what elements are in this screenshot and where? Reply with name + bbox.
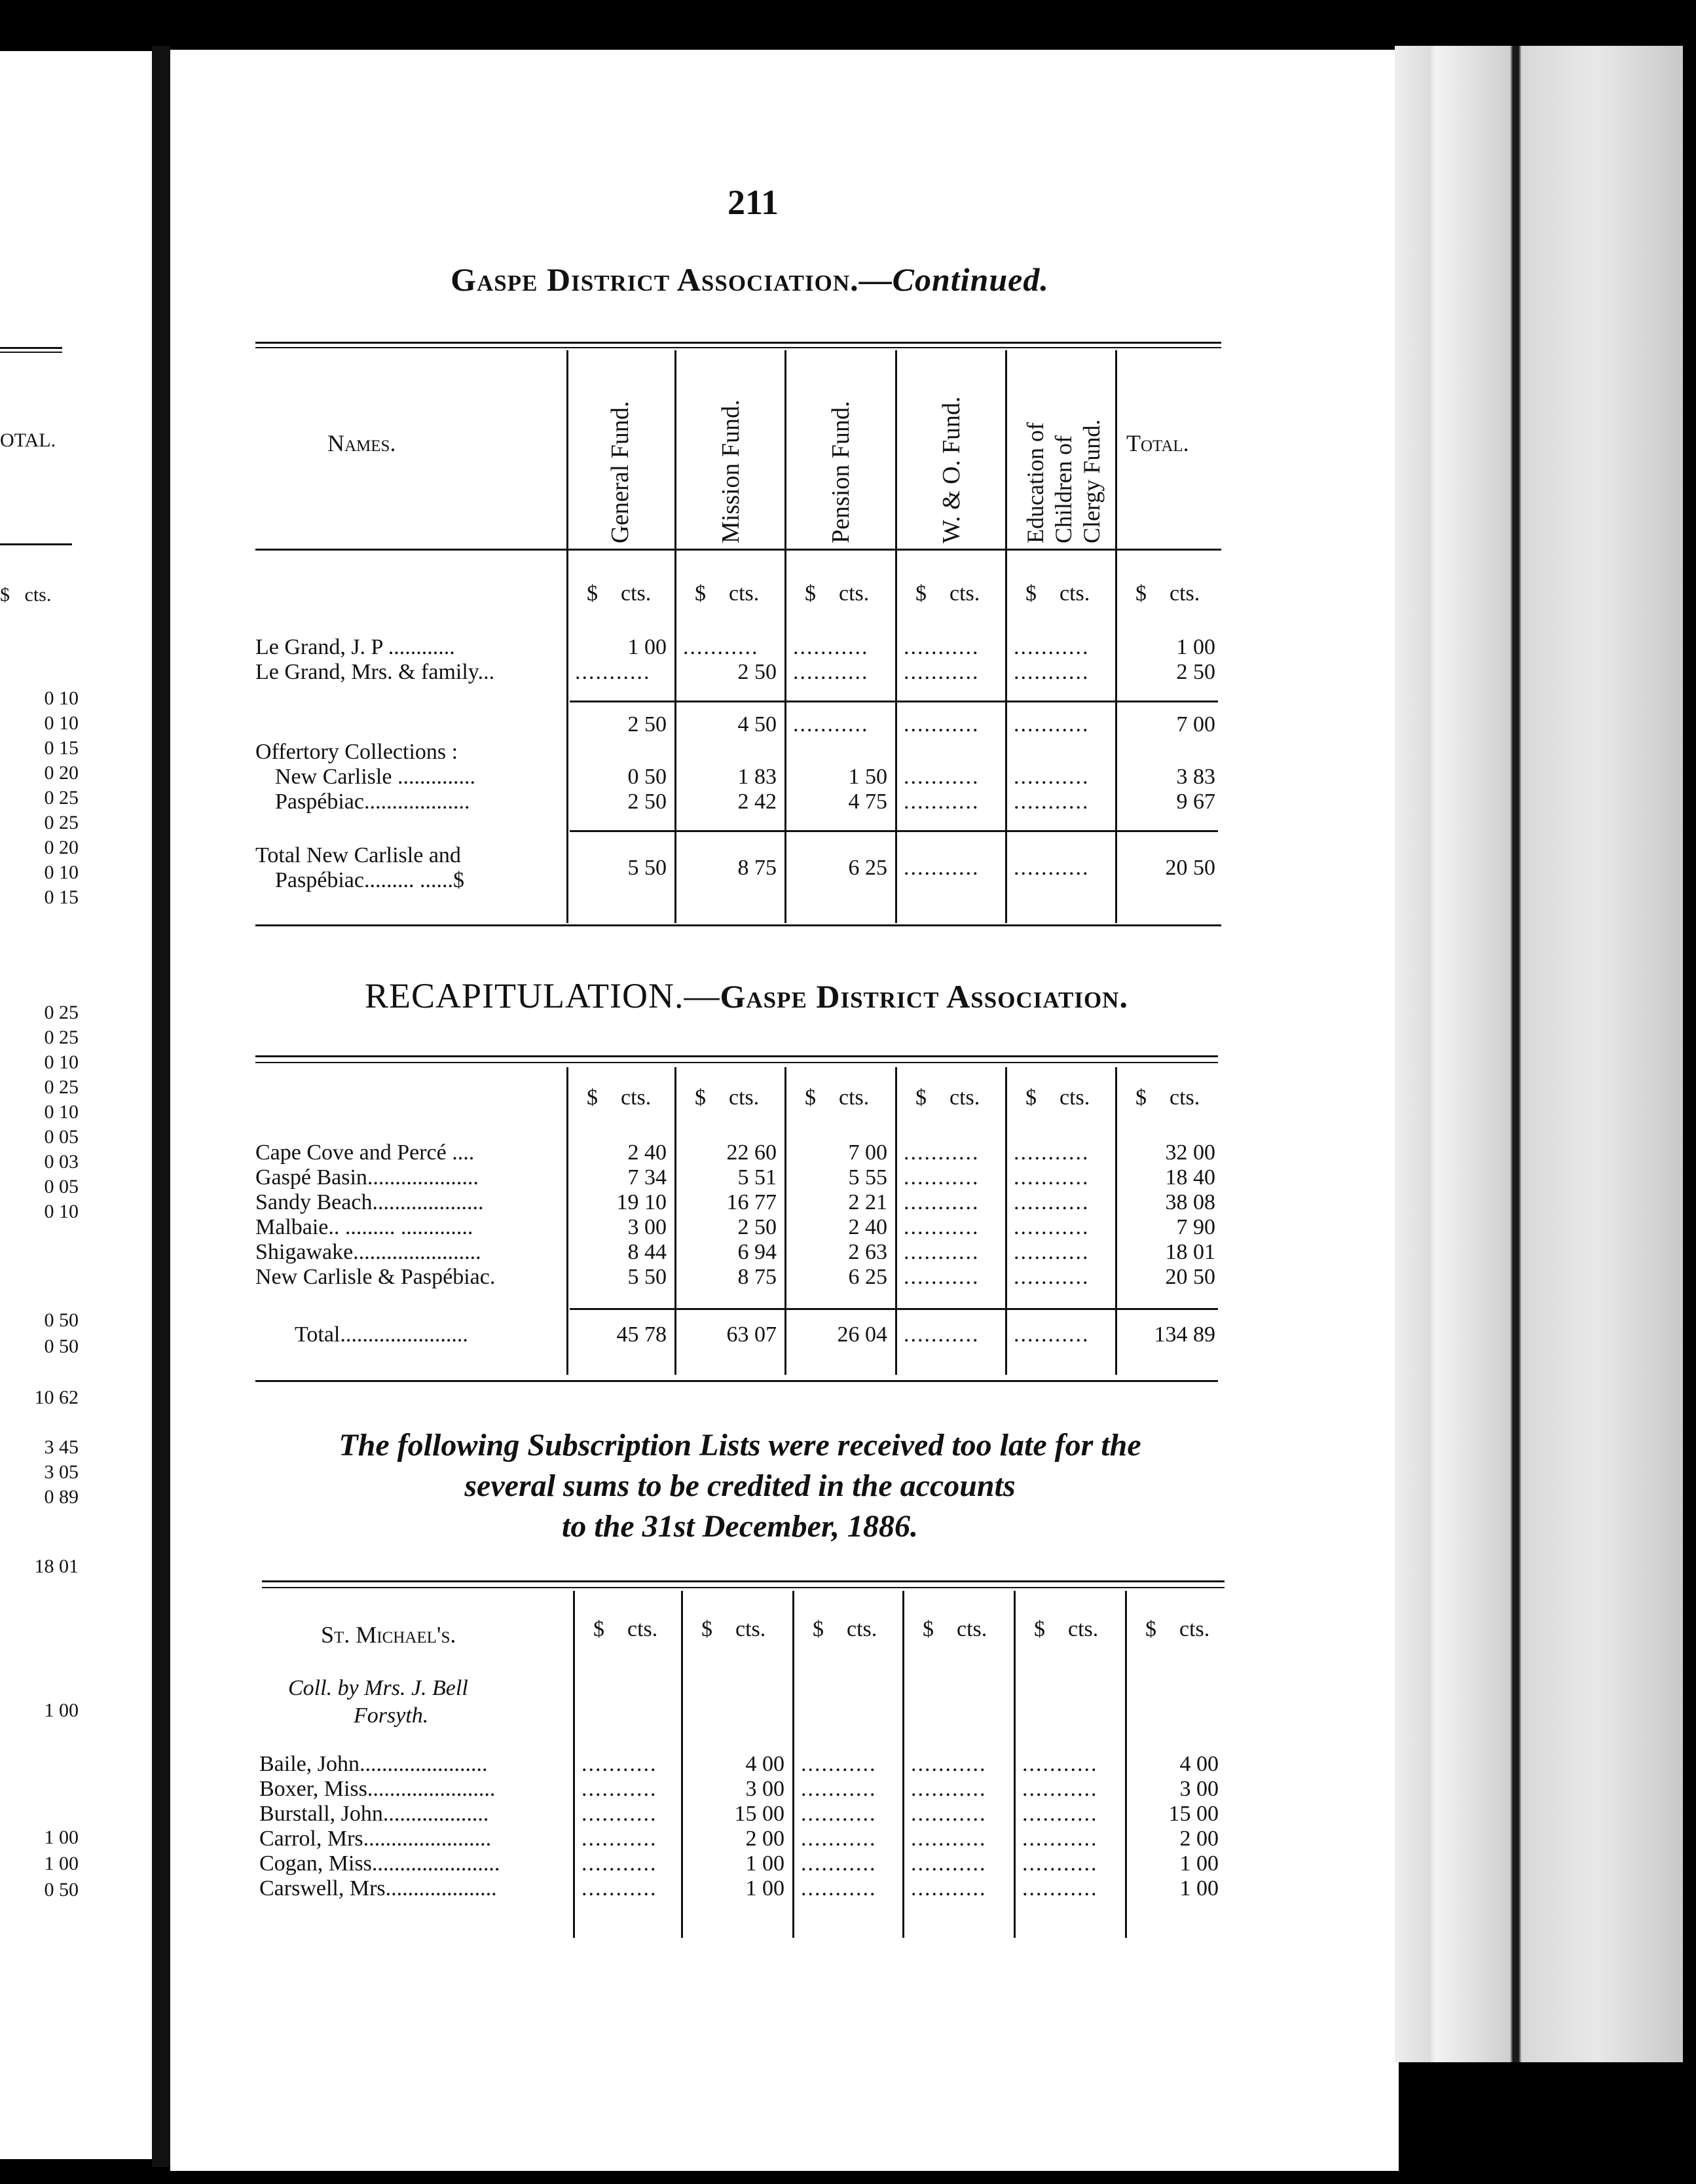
col-line — [895, 1067, 897, 1375]
left-value: 0 10 — [44, 1201, 79, 1222]
recap-total-rule — [570, 1308, 1218, 1310]
header-education-1: Education of — [1022, 422, 1048, 543]
left-value: 0 03 — [44, 1151, 79, 1173]
dot-leader: ........... — [904, 856, 980, 880]
table1-cell-tot: 9 67 — [1176, 790, 1215, 814]
recap-cell-tot: 7 90 — [1176, 1215, 1215, 1239]
recap-total-mis: 63 07 — [726, 1322, 777, 1347]
subs-row-name: Cogan, Miss....................... — [259, 1851, 500, 1876]
col-line — [573, 1591, 575, 1938]
left-rule-3 — [0, 543, 72, 545]
book-page-edges — [1395, 46, 1683, 2062]
recap-cell-pen: 2 40 — [848, 1215, 887, 1239]
recap-cell-mis: 6 94 — [737, 1240, 777, 1264]
dot-leader: ........... — [793, 635, 869, 659]
table1-row-name: Paspébiac................... — [275, 790, 470, 814]
recap-row-name: Gaspé Basin.................... — [255, 1165, 479, 1190]
table1-row-name: Offertory Collections : — [255, 740, 458, 764]
dot-leader: ........... — [1022, 1851, 1098, 1876]
left-rule-2 — [0, 352, 62, 353]
dot-leader: ........... — [581, 1802, 657, 1826]
section-title-main: Gaspe District Association.— — [451, 261, 893, 298]
recap-dollar-sign: $ — [915, 1085, 927, 1110]
dot-leader: ........... — [581, 1752, 657, 1776]
table1-cell-pen: 6 25 — [848, 856, 887, 880]
dot-leader: ........... — [1014, 660, 1090, 684]
book-gutter — [152, 46, 170, 2167]
recap-total-name: Total....................... — [295, 1322, 468, 1347]
subs-cents-label: cts. — [627, 1617, 658, 1641]
recap-total-gen: 45 78 — [616, 1322, 667, 1347]
table1-row-name: Le Grand, J. P ............ — [255, 635, 455, 659]
dot-leader: ........... — [911, 1752, 987, 1776]
table1-cell-mis: 1 83 — [737, 765, 777, 789]
table1-cell-gen: 0 50 — [627, 765, 667, 789]
dot-leader: ........... — [793, 660, 869, 684]
recap-cents-label: cts. — [1170, 1085, 1200, 1110]
dot-leader: ........... — [1014, 1265, 1090, 1289]
table1-row-name: Paspébiac......... ......$ — [275, 868, 464, 892]
dot-leader: ........... — [581, 1851, 657, 1876]
left-value: 0 50 — [44, 1336, 79, 1357]
table1-cents-label: cts. — [949, 581, 980, 606]
recap-cell-tot: 32 00 — [1165, 1140, 1215, 1165]
table1-cell-tot: 20 50 — [1165, 856, 1215, 880]
table1-row-name: Le Grand, Mrs. & family... — [255, 660, 495, 684]
dot-leader: ........... — [1022, 1752, 1098, 1776]
subs-cell-tot: 3 00 — [1179, 1777, 1219, 1801]
dot-leader: ........... — [1022, 1777, 1098, 1801]
table1-cell-gen: 2 50 — [627, 790, 667, 814]
notice-line-2: several sums to be credited in the accounts — [464, 1468, 1016, 1503]
dot-leader: ........... — [904, 660, 980, 684]
recap-cell-pen: 6 25 — [848, 1265, 887, 1289]
left-value: 0 10 — [44, 1051, 79, 1073]
dot-leader: ........... — [904, 1140, 980, 1165]
dot-leader: ........... — [911, 1827, 987, 1851]
left-value: 0 50 — [44, 1309, 79, 1331]
dot-leader: ........... — [904, 635, 980, 659]
recap-row-name: Shigawake....................... — [255, 1240, 481, 1264]
dot-leader: ........... — [1014, 1240, 1090, 1264]
dot-leader: ........... — [581, 1777, 657, 1801]
table1-top-rule-2 — [255, 347, 1221, 348]
table1-cell-pen: 1 50 — [848, 765, 887, 789]
dot-leader: ........... — [1014, 712, 1090, 737]
dot-leader: ........... — [904, 1215, 980, 1239]
recap-cents-label: cts. — [729, 1085, 760, 1110]
col-line — [674, 350, 676, 923]
table1-cents-label: cts. — [839, 581, 870, 606]
col-line — [1005, 1067, 1007, 1375]
recap-cell-tot: 18 40 — [1165, 1165, 1215, 1190]
table1-cell-pen: 4 75 — [848, 790, 887, 814]
recap-dollar-sign: $ — [587, 1085, 598, 1110]
recap-dollar-sign: $ — [695, 1085, 706, 1110]
recap-dollar-sign: $ — [805, 1085, 816, 1110]
recap-cell-gen: 3 00 — [627, 1215, 667, 1239]
notice-line-1: The following Subscription Lists were received too late for the — [339, 1428, 1141, 1463]
recap-cell-pen: 7 00 — [848, 1140, 887, 1165]
dot-leader: ........... — [683, 635, 759, 659]
table1-cell-mis: 4 50 — [737, 712, 777, 737]
recap-row-name: New Carlisle & Paspébiac. — [255, 1265, 496, 1289]
header-pension-fund: Pension Fund. — [827, 401, 855, 543]
recap-row-name: Cape Cove and Percé .... — [255, 1140, 475, 1165]
col-line — [902, 1591, 904, 1938]
header-education-2: Children of — [1050, 435, 1077, 543]
dot-leader: ........... — [1022, 1827, 1098, 1851]
recap-cell-tot: 18 01 — [1165, 1240, 1215, 1264]
col-line — [784, 350, 786, 923]
recap-dollar-sign: $ — [1025, 1085, 1037, 1110]
notice-line-3: to the 31st December, 1886. — [562, 1509, 918, 1544]
dot-leader: ........... — [1022, 1876, 1098, 1901]
recap-cents-label: cts. — [621, 1085, 652, 1110]
left-value: 0 89 — [44, 1486, 79, 1508]
subs-top-rule — [262, 1580, 1225, 1582]
dot-leader: ........... — [911, 1851, 987, 1876]
left-total-header: OTAL. — [0, 429, 56, 451]
left-value: 0 10 — [44, 1101, 79, 1123]
recap-total-pen: 26 04 — [837, 1322, 887, 1347]
subs-row-name: Boxer, Miss....................... — [259, 1777, 496, 1801]
section-title — [275, 261, 1225, 299]
recap-cell-mis: 22 60 — [726, 1140, 777, 1165]
left-value: 10 62 — [34, 1387, 79, 1408]
col-line — [1005, 350, 1007, 923]
dot-leader: ........... — [801, 1876, 877, 1901]
table1-cell-gen: 5 50 — [627, 856, 667, 880]
subs-dollar-sign: $ — [1145, 1617, 1156, 1641]
dot-leader: ........... — [581, 1876, 657, 1901]
subs-dollar-sign: $ — [923, 1617, 934, 1641]
page-number: 211 — [727, 183, 779, 222]
left-value: 0 10 — [44, 687, 79, 709]
recap-row-name: Malbaie.. ......... ............. — [255, 1215, 473, 1239]
left-value: 0 50 — [44, 1879, 79, 1901]
subs-collector-1: Coll. by Mrs. J. Bell — [288, 1676, 468, 1700]
subs-cell-mis: 15 00 — [734, 1802, 784, 1826]
left-value: 0 25 — [44, 812, 79, 833]
subs-row-name: Carrol, Mrs....................... — [259, 1827, 492, 1851]
subs-cell-mis: 1 00 — [745, 1876, 784, 1901]
dot-leader: ........... — [1014, 1190, 1090, 1214]
recap-cents-label: cts. — [949, 1085, 980, 1110]
subs-cell-tot: 4 00 — [1179, 1752, 1219, 1776]
table1-cell-tot: 1 00 — [1176, 635, 1215, 659]
subs-cents-label: cts. — [847, 1617, 877, 1641]
left-value: 0 05 — [44, 1126, 79, 1148]
subs-row-name: Carswell, Mrs.................... — [259, 1876, 497, 1901]
subs-cell-mis: 1 00 — [745, 1851, 784, 1876]
subs-cell-tot: 15 00 — [1168, 1802, 1219, 1826]
subtotal-rule — [570, 701, 1218, 702]
dot-leader: ........... — [911, 1802, 987, 1826]
left-value: 0 25 — [44, 1002, 79, 1023]
left-value: 0 15 — [44, 886, 79, 908]
recap-title — [275, 975, 1218, 1016]
subs-cents-label: cts. — [735, 1617, 766, 1641]
dot-leader: ........... — [1014, 790, 1090, 814]
recap-total-tot: 134 89 — [1154, 1322, 1215, 1347]
recap-cell-tot: 38 08 — [1165, 1190, 1215, 1214]
table1-dollar-sign: $ — [695, 581, 706, 606]
left-value: 18 01 — [34, 1556, 79, 1577]
dot-leader: ........... — [904, 1265, 980, 1289]
dot-leader: ........... — [1022, 1802, 1098, 1826]
table1-cell-mis: 2 42 — [737, 790, 777, 814]
subs-cell-mis: 2 00 — [745, 1827, 784, 1851]
recap-row-name: Sandy Beach.................... — [255, 1190, 484, 1214]
subs-cell-mis: 4 00 — [745, 1752, 784, 1776]
table1-cell-gen: 1 00 — [627, 635, 667, 659]
recap-title-main: RECAPITULATION.— — [365, 976, 720, 1015]
recap-cell-mis: 2 50 — [737, 1215, 777, 1239]
subs-top-rule-2 — [262, 1587, 1225, 1588]
recap-top-rule-2 — [255, 1062, 1218, 1063]
subs-dollar-sign: $ — [1034, 1617, 1045, 1641]
dot-leader: ........... — [1014, 635, 1090, 659]
dot-leader: ........... — [581, 1827, 657, 1851]
left-value: 1 00 — [44, 1853, 79, 1874]
recap-cell-mis: 8 75 — [737, 1265, 777, 1289]
dot-leader: ........... — [1014, 856, 1090, 880]
recap-cents-label: cts. — [1060, 1085, 1090, 1110]
recap-cell-pen: 2 63 — [848, 1240, 887, 1264]
table1-cell-mis: 2 50 — [737, 660, 777, 684]
table1-cell-tot: 3 83 — [1176, 765, 1215, 789]
dot-leader: ........... — [1014, 765, 1090, 789]
table1-cell-mis: 8 75 — [737, 856, 777, 880]
dot-leader: ........... — [801, 1827, 877, 1851]
left-value: 0 15 — [44, 737, 79, 759]
col-line — [1014, 1591, 1016, 1938]
table1-cents-label: cts. — [1060, 581, 1090, 606]
col-line — [895, 350, 897, 923]
recap-cell-mis: 5 51 — [737, 1165, 777, 1190]
subs-parish: St. Michael's. — [321, 1622, 456, 1648]
dot-leader: ........... — [793, 712, 869, 737]
table1-dollar-sign: $ — [1135, 581, 1147, 606]
table1-dollar-sign: $ — [587, 581, 598, 606]
table1-row-name: Total New Carlisle and — [255, 843, 461, 867]
recap-cell-mis: 16 77 — [726, 1190, 777, 1214]
subs-cell-tot: 2 00 — [1179, 1827, 1219, 1851]
recap-cell-gen: 8 44 — [627, 1240, 667, 1264]
dot-leader: ........... — [1014, 1140, 1090, 1165]
subs-cents-label: cts. — [1068, 1617, 1099, 1641]
recap-top-rule — [255, 1055, 1218, 1057]
table1-cents-label: cts. — [729, 581, 760, 606]
table1-dollar-sign: $ — [915, 581, 927, 606]
dot-leader: ........... — [1014, 1165, 1090, 1190]
left-value: 0 20 — [44, 837, 79, 858]
left-value: 1 00 — [44, 1700, 79, 1721]
subs-cell-mis: 3 00 — [745, 1777, 784, 1801]
table1-cents-label: cts. — [1170, 581, 1200, 606]
left-value: 0 20 — [44, 762, 79, 784]
left-value: 0 10 — [44, 862, 79, 883]
recap-bottom-rule — [255, 1380, 1218, 1382]
recap-cents-label: cts. — [839, 1085, 870, 1110]
recap-cell-gen: 5 50 — [627, 1265, 667, 1289]
left-unit: $ cts. — [0, 584, 52, 606]
recap-cell-pen: 2 21 — [848, 1190, 887, 1214]
table1-dollar-sign: $ — [1025, 581, 1037, 606]
dot-leader: ........... — [904, 1322, 980, 1347]
left-value: 3 05 — [44, 1461, 79, 1483]
table1-cents-label: cts. — [621, 581, 652, 606]
dot-leader: ........... — [801, 1802, 877, 1826]
recap-cell-gen: 19 10 — [616, 1190, 667, 1214]
dot-leader: ........... — [904, 712, 980, 737]
dot-leader: ........... — [801, 1777, 877, 1801]
header-education-3: Clergy Fund. — [1078, 419, 1105, 543]
subtotal-rule — [570, 830, 1218, 832]
section-title-italic: Continued. — [892, 261, 1049, 298]
table1-total-header: Total. — [1126, 430, 1189, 456]
subs-dollar-sign: $ — [593, 1617, 604, 1641]
subs-cell-tot: 1 00 — [1179, 1851, 1219, 1876]
left-value: 1 00 — [44, 1827, 79, 1848]
left-value: 0 25 — [44, 1027, 79, 1048]
dot-leader: ........... — [1014, 1322, 1090, 1347]
header-general-fund: General Fund. — [606, 401, 634, 543]
table1-cell-tot: 2 50 — [1176, 660, 1215, 684]
dot-leader: ........... — [801, 1851, 877, 1876]
dot-leader: ........... — [904, 1165, 980, 1190]
dot-leader: ........... — [575, 660, 651, 684]
dot-leader: ........... — [1014, 1215, 1090, 1239]
subs-collector-2: Forsyth. — [354, 1703, 429, 1728]
table1-header-rule — [255, 549, 1221, 551]
subs-cents-label: cts. — [1179, 1617, 1210, 1641]
subs-dollar-sign: $ — [813, 1617, 824, 1641]
header-wo-fund: W. & O. Fund. — [938, 396, 965, 543]
subs-row-name: Baile, John....................... — [259, 1752, 488, 1776]
recap-cell-tot: 20 50 — [1165, 1265, 1215, 1289]
dot-leader: ........... — [904, 765, 980, 789]
subs-cell-tot: 1 00 — [1179, 1876, 1219, 1901]
dot-leader: ........... — [904, 790, 980, 814]
table1-names-header: Names. — [327, 430, 396, 456]
dot-leader: ........... — [904, 1240, 980, 1264]
dot-leader: ........... — [911, 1777, 987, 1801]
table1-top-rule — [255, 342, 1221, 344]
recap-cell-gen: 7 34 — [627, 1165, 667, 1190]
table1-bottom-rule — [255, 924, 1221, 926]
table1-cell-gen: 2 50 — [627, 712, 667, 737]
left-value: 0 05 — [44, 1176, 79, 1197]
dot-leader: ........... — [911, 1876, 987, 1901]
table1-dollar-sign: $ — [805, 581, 816, 606]
left-rule — [0, 347, 62, 349]
left-value: 0 25 — [44, 787, 79, 809]
table1-row-name: New Carlisle .............. — [275, 765, 475, 789]
dot-leader: ........... — [904, 1190, 980, 1214]
recap-cell-pen: 5 55 — [848, 1165, 887, 1190]
subs-row-name: Burstall, John................... — [259, 1802, 489, 1826]
table1-cell-tot: 7 00 — [1176, 712, 1215, 737]
recap-dollar-sign: $ — [1135, 1085, 1147, 1110]
left-value: 0 25 — [44, 1076, 79, 1098]
header-mission-fund: Mission Fund. — [717, 399, 745, 543]
subs-cents-label: cts. — [957, 1617, 987, 1641]
subs-dollar-sign: $ — [701, 1617, 712, 1641]
left-value: 3 45 — [44, 1436, 79, 1458]
col-line — [792, 1591, 794, 1938]
recap-title-rest: Gaspe District Association. — [720, 978, 1128, 1015]
left-value: 0 10 — [44, 712, 79, 734]
recap-cell-gen: 2 40 — [627, 1140, 667, 1165]
dot-leader: ........... — [801, 1752, 877, 1776]
